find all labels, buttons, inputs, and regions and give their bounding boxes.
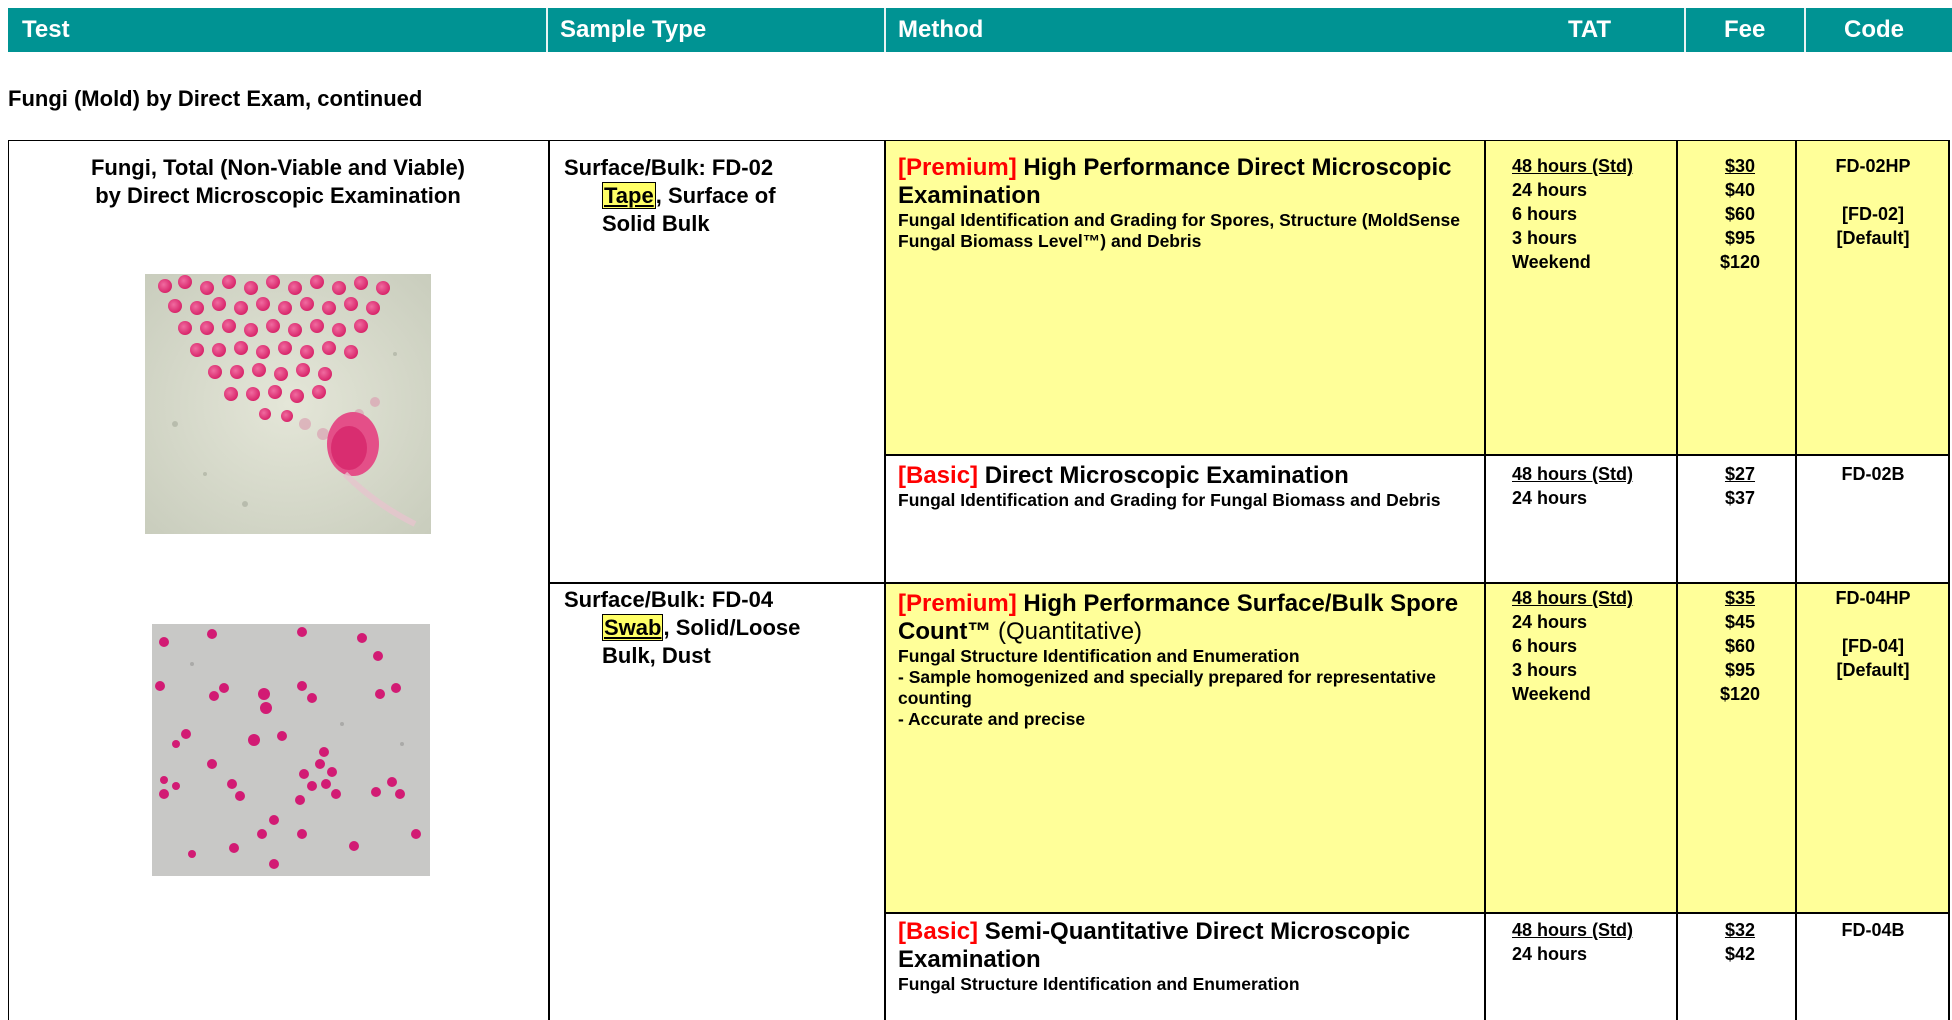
row-divider (884, 454, 1950, 456)
tat-fd04-basic (1512, 918, 1672, 966)
fee-fd04-basic (1690, 918, 1790, 966)
test-name (18, 154, 538, 210)
column-divider (1484, 140, 1486, 1020)
code-fd04-basic (1798, 918, 1948, 942)
header-divider (1684, 8, 1686, 52)
microscope-image-swab (152, 624, 430, 876)
method-fd02-basic (898, 462, 1473, 511)
method-fd04-premium (898, 590, 1473, 730)
default-label: [Default] (1836, 660, 1910, 680)
code-fd02-basic (1798, 462, 1948, 486)
sample-type-head: Surface/Bulk: FD-02 (564, 155, 774, 180)
method-title: Direct Microscopic Examination (978, 462, 1349, 489)
column-divider (1795, 140, 1797, 1020)
header-divider (884, 8, 886, 52)
fee-value: $45 (1724, 612, 1756, 632)
tat-option: 48 hours (Std) (1512, 464, 1634, 484)
tat-fd02-premium (1512, 154, 1672, 274)
code-fd02-premium (1798, 154, 1948, 250)
header-tat: TAT (1568, 16, 1612, 43)
tat-fd04-premium (1512, 586, 1672, 706)
fee-value: $120 (1719, 684, 1761, 704)
column-divider (548, 140, 550, 1020)
tat-option: 48 hours (Std) (1512, 156, 1634, 176)
header-divider (546, 8, 548, 52)
tat-fd02-basic (1512, 462, 1672, 510)
sample-type-desc: , Solid/Loose (663, 615, 801, 640)
test-code-alias: [FD-04] (1842, 636, 1904, 656)
method-title: High Performance Direct Microscopic Examination (898, 154, 1452, 209)
microscope-image-tape (145, 274, 431, 534)
fee-value: $42 (1724, 944, 1756, 964)
header-divider (1804, 8, 1806, 52)
method-description: Fungal Structure Identification and Enumeration (898, 974, 1300, 994)
tat-option: 24 hours (1512, 180, 1588, 200)
sample-highlight-tape: Tape (604, 183, 654, 208)
method-fd04-basic (898, 918, 1473, 995)
method-description: - Accurate and precise (898, 709, 1086, 729)
method-title: High Performance Surface/Bulk Spore Count™ (898, 590, 1459, 645)
fee-value: $30 (1724, 156, 1756, 176)
premium-tag: [Premium] (898, 590, 1017, 617)
fee-value: $40 (1724, 180, 1756, 200)
fee-value: $95 (1724, 660, 1756, 680)
fee-value: $60 (1724, 204, 1756, 224)
method-fd02-premium (898, 154, 1473, 252)
basic-tag: [Basic] (898, 918, 979, 945)
column-divider (1948, 140, 1950, 1020)
sample-type-fd02 (564, 154, 776, 238)
header-sample-type: Sample Type (560, 16, 707, 43)
sample-type-fd04 (564, 586, 800, 670)
test-name-line: by Direct Microscopic Examination (95, 183, 461, 208)
column-divider (1676, 140, 1678, 1020)
fee-fd02-basic (1690, 462, 1790, 510)
method-description: Fungal Structure Identification and Enumeration (898, 646, 1300, 666)
sample-highlight-swab: Swab (604, 615, 662, 640)
test-name-line: Fungi, Total (Non-Viable and Viable) (90, 155, 466, 180)
fee-value: $95 (1724, 228, 1756, 248)
test-code: FD-04HP (1835, 588, 1911, 608)
row-divider (548, 582, 1950, 584)
tat-option: 24 hours (1512, 944, 1588, 964)
test-code-alias: [FD-02] (1842, 204, 1904, 224)
fee-fd04-premium (1690, 586, 1790, 706)
premium-tag: [Premium] (898, 154, 1017, 181)
fee-value: $37 (1724, 488, 1756, 508)
method-description: Fungal Identification and Grading for Spores, Structure (MoldSense Fungal Biomass Level™) and Debris (898, 210, 1460, 251)
sample-type-head: Surface/Bulk: FD-04 (564, 587, 774, 612)
sample-type-desc: , Surface of (655, 183, 776, 208)
code-fd04-premium (1798, 586, 1948, 682)
fee-value: $32 (1724, 920, 1756, 940)
header-method: Method (898, 16, 984, 43)
fee-value: $60 (1724, 636, 1756, 656)
test-code: FD-04B (1841, 920, 1905, 940)
method-description: Fungal Identification and Grading for Fungal Biomass and Debris (898, 490, 1441, 510)
basic-tag: [Basic] (898, 462, 979, 489)
tat-option: Weekend (1512, 252, 1591, 272)
header-fee: Fee (1724, 16, 1766, 43)
header-code: Code (1844, 16, 1904, 43)
test-code: FD-02B (1841, 464, 1905, 484)
sample-type-desc: Bulk, Dust (602, 643, 711, 668)
fee-value: $120 (1719, 252, 1761, 272)
table-header (8, 8, 1952, 52)
tat-option: 24 hours (1512, 612, 1588, 632)
default-label: [Default] (1836, 228, 1910, 248)
tat-option: 48 hours (Std) (1512, 588, 1634, 608)
test-code: FD-02HP (1835, 156, 1911, 176)
method-title: Semi-Quantitative Direct Microscopic Examination (898, 918, 1411, 973)
fee-fd02-premium (1690, 154, 1790, 274)
tat-option: 48 hours (Std) (1512, 920, 1634, 940)
column-divider (884, 140, 886, 1020)
tat-option: 24 hours (1512, 488, 1588, 508)
header-test: Test (22, 16, 70, 43)
section-title: Fungi (Mold) by Direct Exam, continued (8, 86, 423, 111)
row-divider (884, 912, 1950, 914)
tat-option: 6 hours (1512, 204, 1578, 224)
tat-option: 3 hours (1512, 228, 1578, 248)
fee-value: $27 (1724, 464, 1756, 484)
method-description: - Sample homogenized and specially prepared for representative counting (898, 667, 1436, 708)
tat-option: 6 hours (1512, 636, 1578, 656)
tat-option: 3 hours (1512, 660, 1578, 680)
sample-type-desc: Solid Bulk (602, 211, 710, 236)
fee-value: $35 (1724, 588, 1756, 608)
tat-option: Weekend (1512, 684, 1591, 704)
method-title-qualifier: (Quantitative) (991, 618, 1143, 645)
